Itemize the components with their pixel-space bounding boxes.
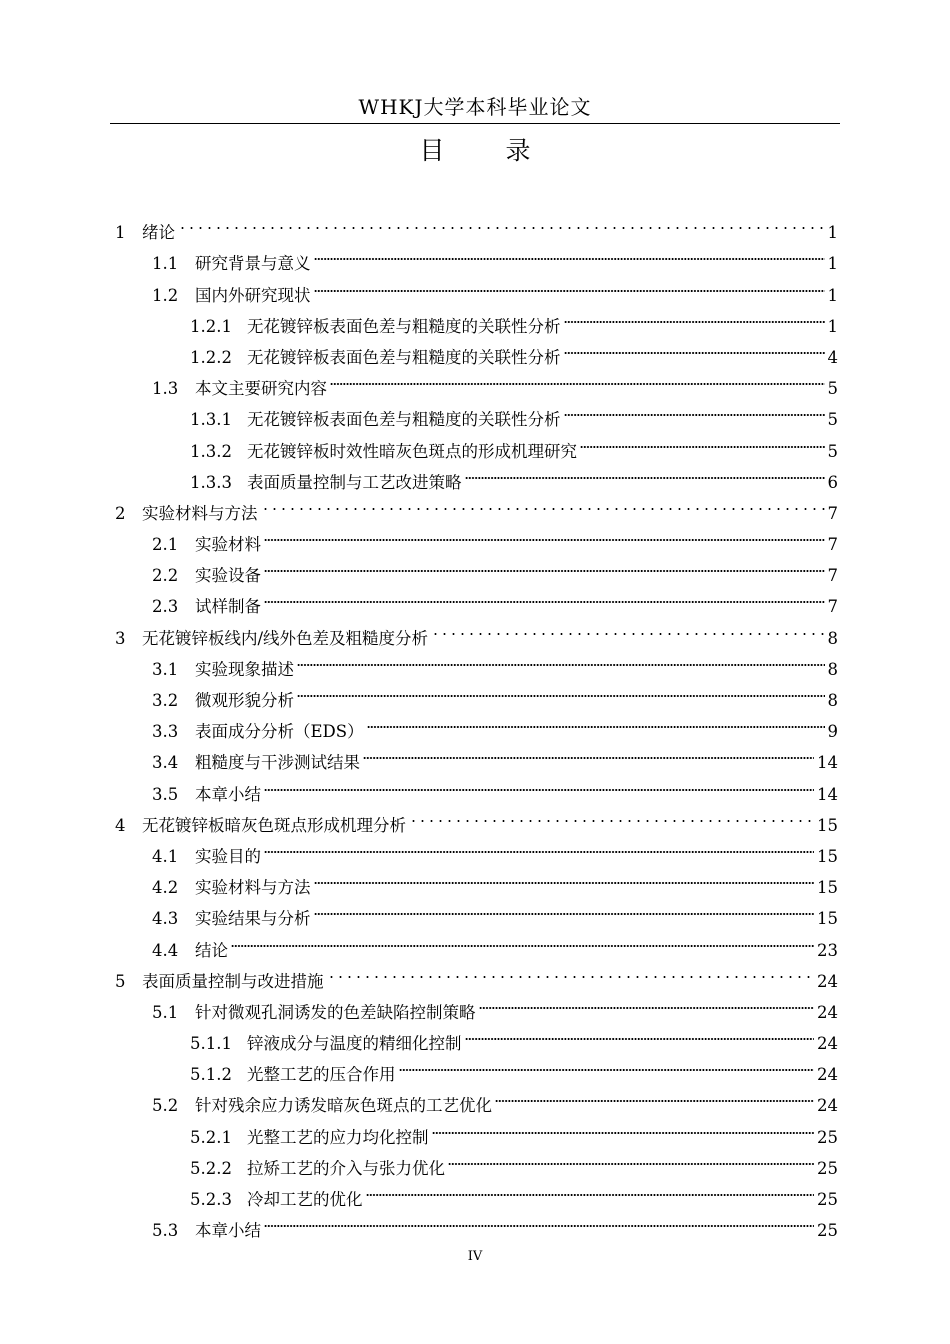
toc-entry-page: 25 — [817, 1190, 838, 1209]
toc-entry-number: 5 — [115, 971, 126, 991]
toc-entry-number: 1.3 — [152, 379, 179, 399]
dot-leader — [231, 924, 814, 955]
toc-entry-number: 1.1 — [152, 254, 179, 274]
toc-entry-title: 锌液成分与温度的精细化控制 — [247, 1034, 462, 1054]
toc-entry-number: 4.4 — [152, 940, 179, 960]
dot-leader — [264, 581, 825, 612]
toc-entry-title: 实验目的 — [195, 846, 261, 866]
dot-leader — [580, 425, 825, 456]
toc-entry-number: 4.3 — [152, 909, 179, 929]
toc-entry-title: 无花镀锌板表面色差与粗糙度的关联性分析 — [247, 347, 561, 367]
toc-entry-title: 拉矫工艺的介入与张力优化 — [247, 1158, 445, 1178]
toc-entry-title: 表面成分分析（EDS） — [195, 722, 364, 742]
toc-entry-number: 5.2.3 — [190, 1190, 232, 1209]
toc-entry-number: 2 — [115, 503, 126, 523]
toc-entry-title: 无花镀锌板表面色差与粗糙度的关联性分析 — [247, 316, 561, 336]
dot-leader — [366, 1174, 815, 1205]
toc-entry-page: 4 — [827, 347, 838, 367]
toc-entry-page: 1 — [827, 223, 838, 243]
toc-entry-page: 5 — [827, 441, 838, 461]
dot-leader — [399, 1049, 815, 1080]
toc-entry-page: 7 — [827, 597, 838, 617]
toc-entry-number: 5.1.1 — [190, 1034, 232, 1054]
dot-leader — [314, 238, 825, 269]
dot-leader — [261, 488, 825, 519]
toc-entry-number: 3.2 — [152, 691, 179, 710]
toc-entry-title: 研究背景与意义 — [195, 254, 311, 274]
toc-entry-title: 本章小结 — [195, 784, 261, 804]
toc-entry-number: 2.3 — [152, 597, 179, 617]
dot-leader — [564, 301, 825, 332]
toc-entry-page: 8 — [827, 628, 838, 648]
toc-entry-page: 5 — [827, 410, 838, 430]
toc-entry-page: 14 — [817, 753, 838, 773]
toc-entry-title: 本章小结 — [195, 1221, 261, 1241]
toc-entry-page: 15 — [817, 846, 838, 866]
toc-entry-title: 粗糙度与干涉测试结果 — [195, 753, 360, 773]
dot-leader — [409, 800, 814, 831]
dot-leader — [264, 1205, 814, 1236]
toc-entry-number: 3.4 — [152, 753, 179, 773]
toc-entry-title: 结论 — [195, 940, 228, 960]
toc-entry-title: 无花镀锌板暗灰色斑点形成机理分析 — [142, 815, 406, 835]
toc-entry-title: 光整工艺的应力均化控制 — [247, 1127, 429, 1147]
dot-leader — [367, 706, 825, 737]
toc-entry-title: 针对残余应力诱发暗灰色斑点的工艺优化 — [195, 1096, 492, 1116]
toc-entry-page: 25 — [817, 1221, 838, 1241]
toc-entry-number: 5.2.1 — [190, 1127, 232, 1147]
toc-entry-title: 冷却工艺的优化 — [247, 1190, 363, 1209]
toc-entry[interactable] — [110, 207, 838, 243]
toc-entry-page: 24 — [817, 1002, 838, 1022]
toc-entry-title: 实验现象描述 — [195, 659, 294, 679]
toc-entry-page: 6 — [827, 472, 838, 492]
toc-entry-number: 1.2.1 — [190, 316, 232, 336]
toc-entry-number: 1.3.1 — [190, 410, 232, 430]
dot-leader — [564, 394, 825, 425]
toc-entry[interactable] — [110, 238, 838, 274]
toc-entry-title: 国内外研究现状 — [195, 285, 311, 305]
toc-entry-number: 2.1 — [152, 535, 179, 555]
page-title: 目 录 — [419, 136, 549, 165]
toc-entry-number: 4 — [115, 815, 126, 835]
toc-entry-title: 光整工艺的压合作用 — [247, 1065, 396, 1085]
dot-leader — [465, 1018, 815, 1049]
toc-entry-number: 4.1 — [152, 846, 179, 866]
dot-leader — [448, 1143, 814, 1174]
dot-leader — [264, 519, 825, 550]
toc-entry-page: 24 — [817, 971, 838, 991]
dot-leader — [327, 956, 815, 987]
toc-entry-number: 1 — [115, 223, 126, 243]
running-header: WHKJ大学本科毕业论文 — [358, 95, 592, 119]
toc-entry-title: 微观形貌分析 — [195, 691, 294, 710]
toc-entry-title: 实验设备 — [195, 566, 261, 586]
toc-entry-page: 9 — [827, 722, 838, 742]
toc-entry-page: 7 — [827, 535, 838, 555]
table-of-contents — [110, 207, 838, 1241]
dot-leader — [314, 893, 815, 924]
toc-entry-page: 15 — [817, 878, 838, 898]
toc-entry-number: 1.3.3 — [190, 472, 232, 492]
toc-entry-number: 1.3.2 — [190, 441, 232, 461]
dot-leader — [297, 644, 825, 675]
toc-entry-title: 表面质量控制与工艺改进策略 — [247, 472, 462, 492]
toc-entry-number: 5.1 — [152, 1002, 179, 1022]
toc-entry-title: 无花镀锌板表面色差与粗糙度的关联性分析 — [247, 410, 561, 430]
toc-entry-number: 2.2 — [152, 566, 179, 586]
dot-leader — [363, 737, 814, 768]
toc-entry-number: 5.1.2 — [190, 1065, 232, 1085]
toc-entry-page: 23 — [817, 940, 838, 960]
toc-entry-page: 24 — [817, 1065, 838, 1085]
dot-leader — [264, 550, 825, 581]
toc-entry-page: 14 — [817, 784, 838, 804]
toc-entry-page: 1 — [827, 254, 838, 274]
toc-entry-page: 5 — [827, 379, 838, 399]
toc-entry-number: 3.1 — [152, 659, 179, 679]
toc-entry-page: 25 — [817, 1127, 838, 1147]
dot-leader — [264, 768, 814, 799]
toc-entry-page: 15 — [817, 909, 838, 929]
header-rule — [110, 123, 840, 124]
toc-entry-title: 绪论 — [142, 223, 175, 243]
toc-entry-page: 8 — [827, 659, 838, 679]
dot-leader — [314, 862, 815, 893]
toc-entry-number: 3 — [115, 628, 126, 648]
toc-entry-title: 实验结果与分析 — [195, 909, 311, 929]
toc-entry-page: 25 — [817, 1158, 838, 1178]
toc-entry-number: 3.5 — [152, 784, 179, 804]
toc-entry-page: 7 — [827, 566, 838, 586]
dot-leader — [479, 987, 815, 1018]
toc-entry-title: 无花镀锌板线内/线外色差及粗糙度分析 — [142, 628, 429, 648]
toc-entry-number: 5.2.2 — [190, 1158, 232, 1178]
toc-entry-title: 针对微观孔洞诱发的色差缺陷控制策略 — [195, 1002, 476, 1022]
toc-entry-number: 5.2 — [152, 1096, 179, 1116]
toc-entry-page: 15 — [817, 815, 838, 835]
dot-leader — [432, 1111, 815, 1142]
toc-entry-title: 实验材料与方法 — [142, 503, 258, 523]
dot-leader — [564, 332, 825, 363]
toc-entry-title: 本文主要研究内容 — [195, 379, 327, 399]
toc-entry-title: 实验材料 — [195, 535, 261, 555]
toc-entry-page: 1 — [827, 285, 838, 305]
dot-leader — [297, 675, 825, 706]
dot-leader — [178, 207, 825, 238]
dot-leader — [314, 269, 825, 300]
dot-leader — [495, 1080, 814, 1111]
toc-entry-number: 5.3 — [152, 1221, 179, 1241]
toc-entry-title: 无花镀锌板时效性暗灰色斑点的形成机理研究 — [247, 441, 577, 461]
dot-leader — [431, 612, 824, 643]
toc-entry-page: 8 — [827, 691, 838, 710]
toc-entry-number: 1.2.2 — [190, 347, 232, 367]
toc-entry-title: 表面质量控制与改进措施 — [142, 971, 324, 991]
toc-entry-page: 24 — [817, 1096, 838, 1116]
toc-entry-page: 24 — [817, 1034, 838, 1054]
toc-entry-title: 实验材料与方法 — [195, 878, 311, 898]
toc-entry-number: 3.3 — [152, 722, 179, 742]
dot-leader — [330, 363, 825, 394]
page-number: IV — [467, 1249, 483, 1264]
toc-entry-number: 4.2 — [152, 878, 179, 898]
toc-entry-title: 试样制备 — [195, 597, 261, 617]
dot-leader — [465, 457, 825, 488]
toc-entry-page: 7 — [827, 503, 838, 523]
toc-entry-number: 1.2 — [152, 285, 179, 305]
dot-leader — [264, 831, 814, 862]
toc-entry-page: 1 — [827, 316, 838, 336]
